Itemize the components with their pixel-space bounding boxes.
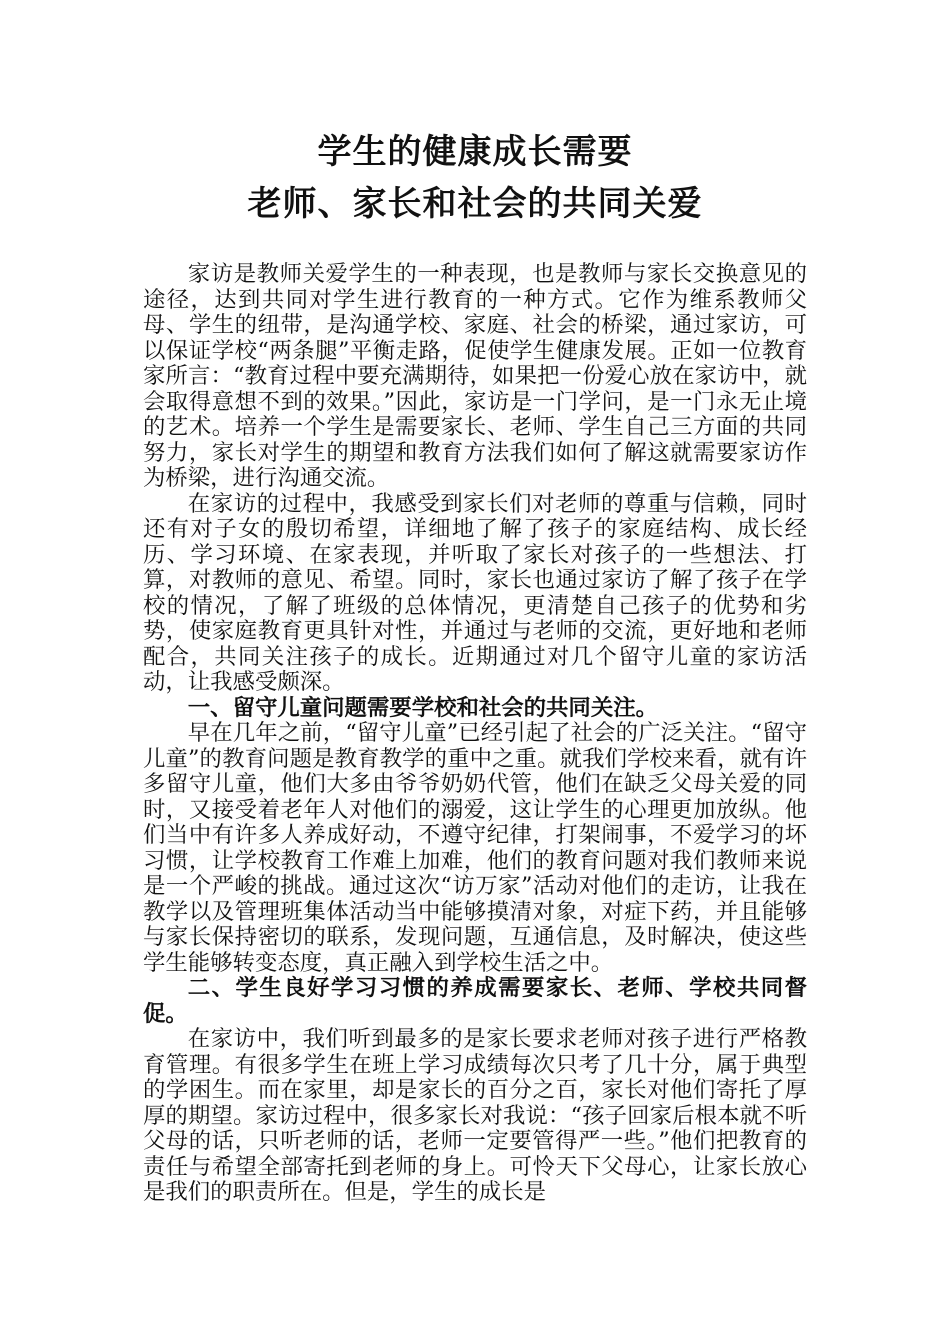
document-title-line-2: 老师、家长和社会的共同关爱	[247, 184, 703, 224]
section-heading-2: 二、学生良好学习习惯的养成需要家长、老师、学校共同督促。	[143, 975, 807, 1027]
paragraph-home-visit-process: 在家访的过程中，我感受到家长们对老师的尊重与信赖，同时还有对子女的殷切希望，详细地了解了孩子的家庭结构、成长经历、学习环境、在家表现，并听取了家长对孩子的一些想法、打算，对教师的意见、希望。同时，家长也通过家访了解了孩子在学校的情况，了解了班级的总体情况，更清楚自己孩子的优势和劣势，使家庭教育更具针对性，并通过与老师的交流，更好地和老师配合，共同关注孩子的成长。近期通过对几个留守儿童的家访活动，让我感受颇深。	[143, 490, 807, 695]
document-body	[143, 262, 807, 1206]
paragraph-left-behind-children: 早在几年之前，“留守儿童”已经引起了社会的广泛关注。“留守儿童”的教育问题是教育教学的重中之重。就我们学校来看，就有许多留守儿童，他们大多由爷爷奶奶代管，他们在缺乏父母关爱的同时，又接受着老年人对他们的溺爱，这让学生的心理更加放纵。他们当中有许多人养成好动，不遵守纪律，打架闹事，不爱学习的坏习惯，让学校教育工作难上加难，他们的教育问题对我们教师来说是一个严峻的挑战。通过这次“访万家”活动对他们的走访，让我在教学以及管理班集体活动当中能够摸清对象，对症下药，并且能够与家长保持密切的联系，发现问题，互通信息，及时解决，使这些学生能够转变态度，真正融入到学校生活之中。	[143, 720, 807, 976]
paragraph-study-habits: 在家访中，我们听到最多的是家长要求老师对孩子进行严格教育管理。有很多学生在班上学习成绩每次只考了几十分，属于典型的学困生。而在家里，却是家长的百分之百，家长对他们寄托了厚厚的期望。家访过程中，很多家长对我说：“孩子回家后根本就不听父母的话，只听老师的话，老师一定要管得严一些。”他们把教育的责任与希望全部寄托到老师的身上。可怜天下父母心，让家长放心是我们的职责所在。但是，学生的成长是	[143, 1026, 807, 1205]
paragraph-intro: 家访是教师关爱学生的一种表现，也是教师与家长交换意见的途径，达到共同对学生进行教育的一种方式。它作为维系教师父母、学生的纽带，是沟通学校、家庭、社会的桥梁，通过家访，可以保证学校“两条腿”平衡走路，促使学生健康发展。正如一位教育家所言：“教育过程中要充满期待，如果把一份爱心放在家访中，就会取得意想不到的效果。”因此，家访是一门学问，是一门永无止境的艺术。培养一个学生是需要家长、老师、学生自己三方面的共同努力，家长对学生的期望和教育方法我们如何了解这就需要家访作为桥梁，进行沟通交流。	[143, 261, 807, 491]
document-title-line-1: 学生的健康成长需要	[317, 132, 633, 172]
section-heading-1: 一、留守儿童问题需要学校和社会的共同关注。	[187, 694, 658, 721]
